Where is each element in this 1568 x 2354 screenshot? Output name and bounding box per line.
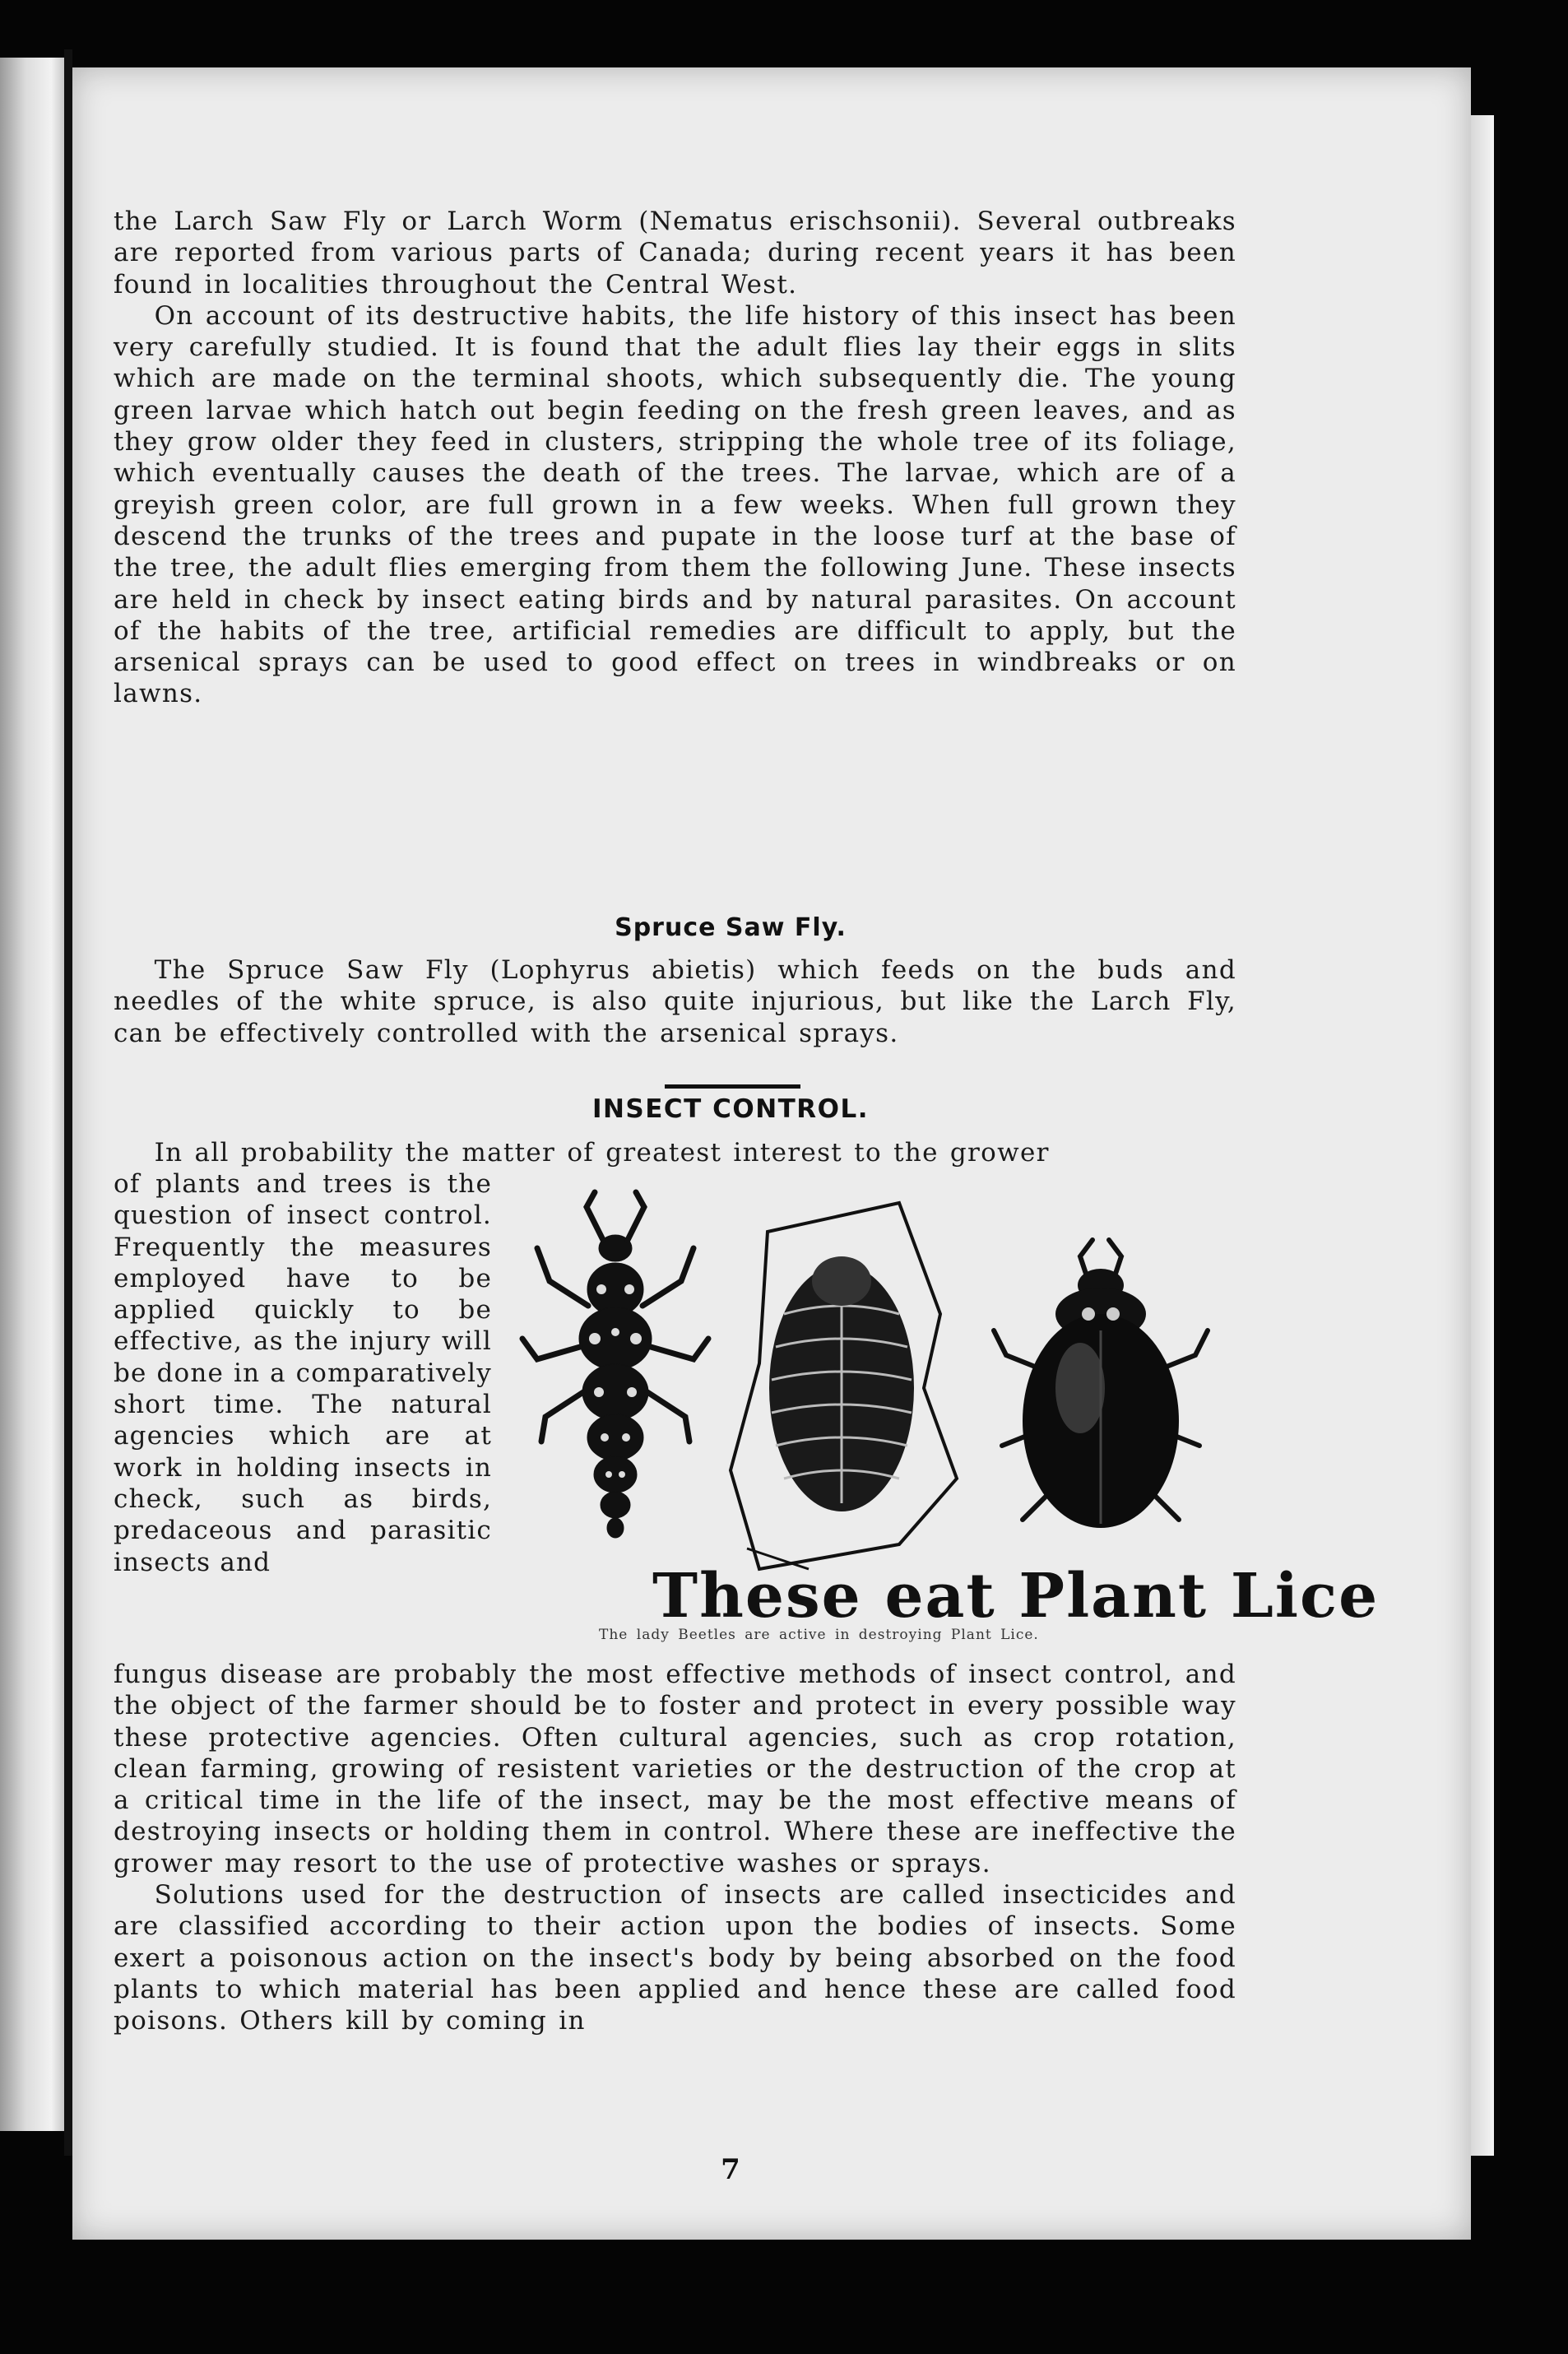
page-stack-edge — [1471, 115, 1494, 2156]
spruce-section — [114, 954, 1236, 1049]
lady-beetle-adult — [994, 1240, 1208, 1528]
lady-beetle-pupa — [731, 1203, 957, 1569]
figure-caption: The lady Beetles are active in destroying Plant Lice. — [599, 1627, 1039, 1643]
spruce-saw-fly-heading: Spruce Saw Fly. — [615, 913, 847, 942]
insect-continuation: fungus disease are probably the most effective methods of insect control, and the object of the farmer should be to foster and protect in every possible way these protective agencies. Often cultural agencies, such as crop rotation, clean farming, growing of resistent varieties or the destruction of the crop at a critical time in the life of the insect, may be the most effective means of destroying insects or holding them in control. Where these are ineffective the grower may resort to the use of protective washes or sprays. — [114, 1660, 1236, 1878]
book-gutter — [64, 49, 72, 2156]
larch-paragraph-2: On account of its destructive habits, the life history of this insect has been very carefully studied. It is found that the adult flies lay their eggs in slits which are made on the terminal shoots, which subsequently die. The young green larvae which hatch out begin feeding on the fresh green leaves, and as they grow older they feed in clusters, stripping the whole tree of its foliage, which eventually causes the death of the trees. The larvae, which are of a greyish green color, are full grown in a few weeks. When full grown they descend the trunks of the trees and pupate in the loose turf at the base of the tree, the adult flies emerging from them the following June. These insects are held in check by insect eating birds and by natural parasites. On account of the habits of the tree, artificial remedies are difficult to apply, but the arsenical sprays can be used to good effect on trees in windbreaks or on lawns. — [114, 300, 1236, 709]
larch-paragraph-1: the Larch Saw Fly or Larch Worm (Nematus erischsonii). Several outbreaks are reported from various parts of Canada; during recent years it has been found in localities throughout the Central West. — [114, 207, 1236, 299]
section-divider — [665, 1084, 800, 1089]
insect-control-heading: INSECT CONTROL. — [591, 1094, 870, 1124]
spruce-paragraph: The Spruce Saw Fly (Lophyrus abietis) which feeds on the buds and needles of the white spruce, is also quite injurious, but like the Larch Fly, can be effectively controlled with the arsenical sprays. — [114, 955, 1236, 1048]
insect-column-text: of plants and trees is the question of insect control. Frequently the measures employed have to be applied quickly to be effective, as the injury will be done in a comparatively short time. The natural agencies which are at work in holding insects in check, such as birds, predaceous and parasitic insects and — [114, 1169, 492, 1577]
insect-intro-line: In all probability the matter of greatest interest to the grower — [154, 1138, 1050, 1168]
book-page — [72, 67, 1471, 2240]
larch-section — [114, 206, 1236, 710]
page-number: 7 — [721, 2153, 740, 2186]
figure-handwriting: These eat Plant Lice — [652, 1561, 1380, 1632]
lady-beetle-illustration — [513, 1182, 1380, 1632]
lady-beetle-larva — [522, 1192, 708, 1538]
insect-intro — [114, 1137, 1236, 1168]
insect-continuation-section — [114, 1659, 1236, 2037]
facing-page-edge — [0, 58, 64, 2131]
solutions-paragraph: Solutions used for the destruction of insects are called insecticides and are classified according to their action upon the bodies of insects. Some exert a poisonous action on the insect's body by being absorbed on the food plants to which material has been applied and hence these are called food poisons. Others kill by coming in — [114, 1880, 1236, 2036]
